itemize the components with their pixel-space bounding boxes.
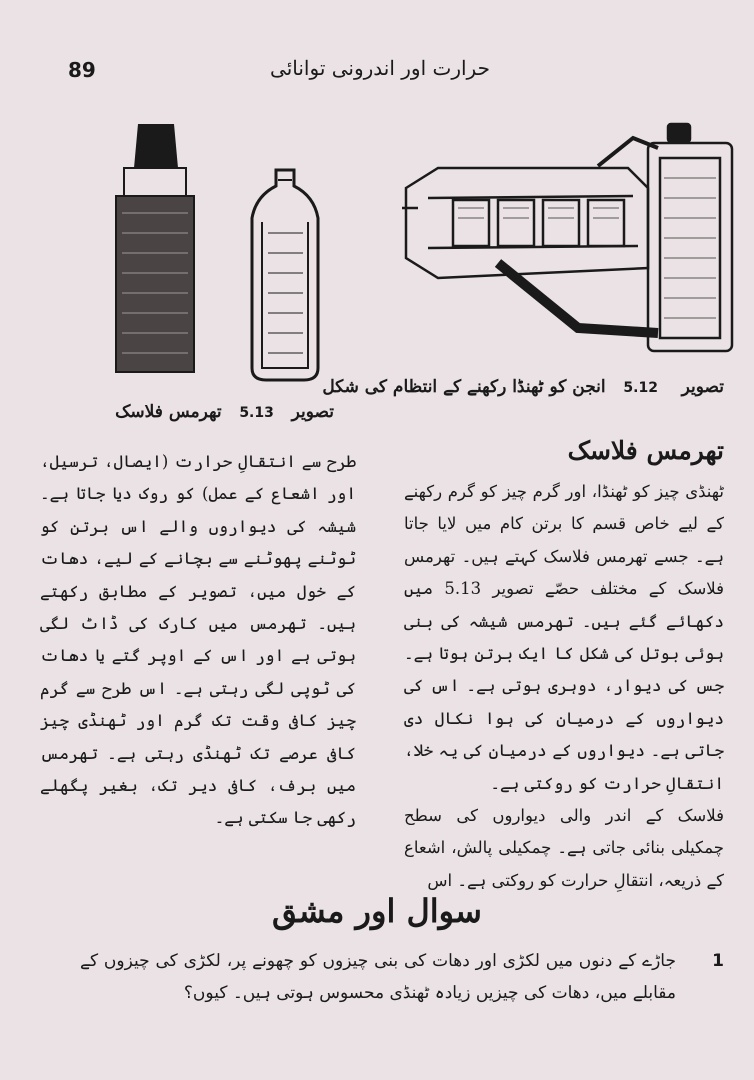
running-header: حرارت اور اندرونی توانائی — [270, 56, 490, 80]
section-heading: تھرمس فلاسک — [567, 436, 724, 465]
figure-number: 5.12 — [623, 380, 658, 396]
engine-cooling-figure — [398, 118, 744, 358]
question-item — [80, 945, 724, 1009]
paragraph: فلاسک کے اندر والی دیواروں کی سطح چمکیلی بنائی جاتی ہے۔ چمکیلی پالش، اشعاع کے ذریعہ، انتقالِ حرارت کو روکتی ہے۔ اس — [404, 806, 724, 890]
question-number: 1 — [712, 951, 724, 971]
figure-label: تصویر — [291, 402, 334, 422]
paragraph: ٹھنڈی چیز کو ٹھنڈا، اور گرم چیز کو گرم رکھنے کے لیے خاص قسم کا برتن کام میں لایا جاتا ہے۔ جسے تھرمس فلاسک کہتے ہیں۔ تھرمس فلاسک کے مختلف حصّے تصویر 5.13 میں دکھائے گئے ہیں۔ تھرمس شیشہ کی بنی ہوئی بوتل کی شکل کا ایک برتن ہوتا ہے۔ جس کی دیوار، دوہری ہوتی ہے۔ اس کی دیواروں کے درمیان کی ہوا نکال دی جاتی ہے۔ دیواروں کے درمیان کی یہ خلا، انتقالِ حرارت کو روکتی ہے۔ — [404, 482, 724, 793]
figure-label: تصویر — [681, 377, 724, 397]
figure-number: 5.13 — [239, 405, 274, 421]
figure-5-13-caption — [115, 402, 334, 422]
exercise-title: سوال اور مشق — [272, 892, 482, 930]
paragraph: طرح سے انتقالِ حرارت (ایصال، ترسیل، اور اشعاع کے عمل) کو روک دیا جاتا ہے۔ شیشہ کی دیواروں والے اس برتن کو ٹوٹنے پھوٹنے سے بچانے کے لیے، دھات کے خول میں، تصویر کے مطابق رکھتے ہیں۔ تھرمس میں کارک کی ڈاٹ لگی ہوتی ہے اور اس کے اوپر گتے یا دھات کی ٹوپی لگی رہتی ہے۔ اس طرح سے گرم چیز کافی وقت تک گرم اور ٹھنڈی چیز کافی عرصے تک ٹھنڈی رہتی ہے۔ تھرمس میں برف، کافی دیر تک، بغیر پگھلے رکھی جا سکتی ہے۔ — [40, 452, 356, 828]
figure-caption-text: تھرمس فلاسک — [115, 402, 222, 422]
left-text-column — [40, 446, 356, 835]
figure-5-12-caption — [322, 376, 724, 397]
page-number: 89 — [68, 58, 96, 82]
right-text-column — [404, 476, 724, 897]
question-text: جاڑے کے دنوں میں لکڑی اور دھات کی بنی چیزوں کو چھونے پر، لکڑی کی چیزوں کے مقابلے میں، دھات کی چیزیں زیادہ ٹھنڈی محسوس ہوتی ہیں۔ کیوں؟ — [80, 951, 676, 1003]
figure-caption-text: انجن کو ٹھنڈا رکھنے کے انتظام کی شکل — [322, 377, 606, 397]
thermos-flask-figure — [108, 118, 336, 386]
